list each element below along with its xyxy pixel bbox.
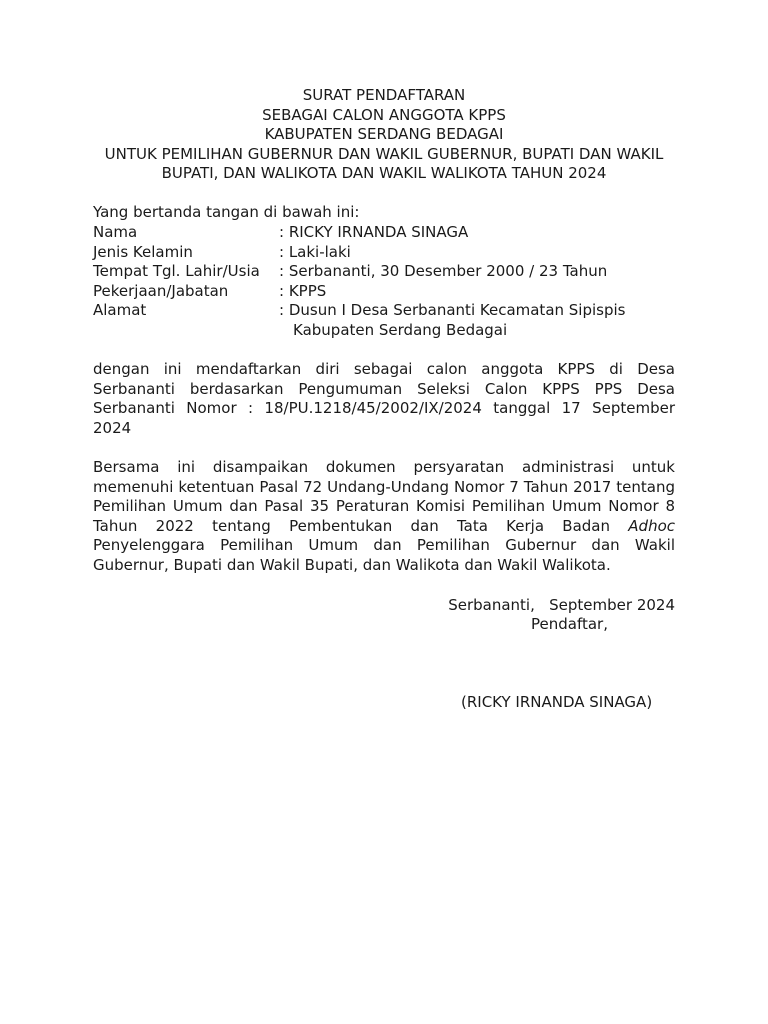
field-value: : Dusun I Desa Serbananti Kecamatan Sipispis [279,301,626,320]
field-label: Alamat [93,301,147,320]
field-value: : Serbananti, 30 Desember 2000 / 23 Tahun [279,262,608,281]
field-value: : Laki-laki [279,242,351,261]
document-title [88,86,680,184]
address-continuation: Kabupaten Serdang Bedagai [293,320,508,339]
field-label: Pekerjaan/Jabatan [93,281,229,300]
title-line: UNTUK PEMILIHAN GUBERNUR DAN WAKIL GUBERNUR, BUPATI DAN WAKIL [104,144,664,163]
italic-term: Adhoc [628,516,675,535]
field-label: Jenis Kelamin [93,242,193,261]
field-label: Nama [93,223,138,241]
title-line: SURAT PENDAFTARAN [302,86,466,104]
paragraph-text: Bersama ini disampaikan dokumen persyaratan administrasi untuk memenuhi ketentuan Pasal 72 Undang-Undang Nomor 7 Tahun 2017 tentang Pemilihan Umum dan Pasal 35 Peraturan Komisi Pemilihan Umum Nomor 8 Tahun 2022 tentang Pembentukan dan Tata Kerja Badan [93,458,675,535]
field-value: : RICKY IRNANDA SINAGA [279,223,469,241]
title-line: KABUPATEN SERDANG BEDAGAI [264,125,504,144]
place-date: Serbananti, September 2024 [448,596,675,614]
paragraph-text: Penyelenggara Pemilihan Umum dan Pemilihan Gubernur dan Wakil Gubernur, Bupati dan Wakil Bupati, dan Walikota dan Wakil Walikota. [93,536,675,574]
paragraph-registration: dengan ini mendaftarkan diri sebagai calon anggota KPPS di Desa Serbananti berdasarkan Pengumuman Seleksi Calon KPPS PPS Desa Serbananti Nomor : 18/PU.1218/45/2002/IX/2024 tanggal 17 September 2024 [93,360,675,437]
title-line: SEBAGAI CALON ANGGOTA KPPS [262,105,506,124]
registrant-label: Pendaftar, [531,615,608,633]
title-line: BUPATI, DAN WALIKOTA DAN WAKIL WALIKOTA TAHUN 2024 [161,164,607,183]
signature-name: (RICKY IRNANDA SINAGA) [461,693,653,711]
field-value: : KPPS [279,281,327,300]
intro-text: Yang bertanda tangan di bawah ini: [93,203,360,221]
field-label: Tempat Tgl. Lahir/Usia [93,262,260,281]
paragraph-documents [93,458,675,576]
